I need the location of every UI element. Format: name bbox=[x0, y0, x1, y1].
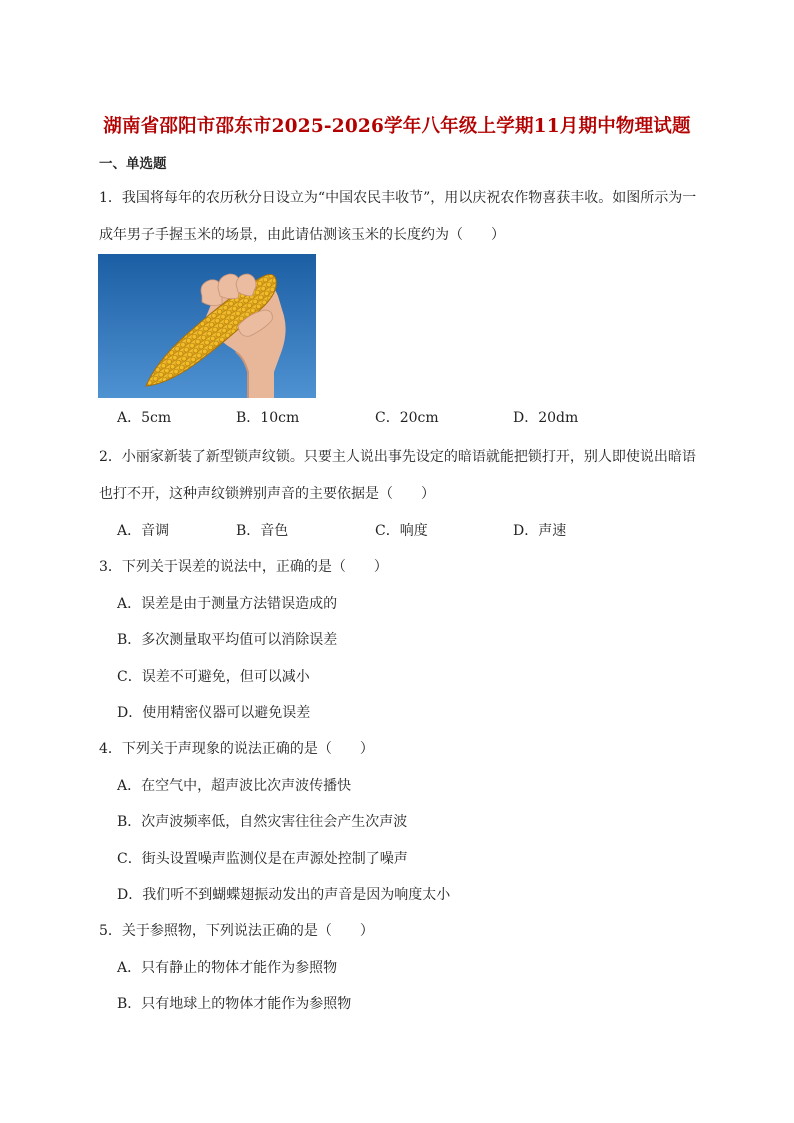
question-4-option-b: B．次声波频率低，自然灾害往往会产生次声波 bbox=[117, 814, 408, 830]
question-4-option-a: A．在空气中，超声波比次声波传播快 bbox=[117, 778, 352, 794]
question-5-option-b: B．只有地球上的物体才能作为参照物 bbox=[117, 996, 352, 1012]
question-3-option-d: D．使用精密仪器可以避免误差 bbox=[117, 705, 311, 721]
question-2-option-c: C．响度 bbox=[375, 523, 428, 539]
question-5-line-1: 5．关于参照物，下列说法正确的是（ ） bbox=[99, 923, 374, 939]
question-2-option-d: D．声速 bbox=[513, 523, 567, 539]
question-1-line-2: 成年男子手握玉米的场景，由此请估测该玉米的长度约为（ ） bbox=[99, 227, 505, 243]
page-title: 湖南省邵阳市邵东市2025-2026学年八年级上学期11月期中物理试题 bbox=[103, 116, 691, 137]
question-4-option-c: C．街头设置噪声监测仪是在声源处控制了噪声 bbox=[117, 851, 408, 867]
question-2-option-b: B．音色 bbox=[236, 523, 289, 539]
question-3-option-b: B．多次测量取平均值可以消除误差 bbox=[117, 632, 338, 648]
question-3-option-c: C．误差不可避免，但可以减小 bbox=[117, 669, 310, 685]
question-1-option-b: B．10cm bbox=[236, 410, 300, 426]
question-1-line-1: 1．我国将每年的农历秋分日设立为“中国农民丰收节”，用以庆祝农作物喜获丰收。如图所示为一 bbox=[99, 190, 697, 206]
question-5-option-a: A．只有静止的物体才能作为参照物 bbox=[117, 960, 338, 976]
question-4-line-1: 4．下列关于声现象的说法正确的是（ ） bbox=[99, 741, 374, 757]
section-heading: 一、单选题 bbox=[99, 156, 167, 172]
question-4-option-d: D．我们听不到蝴蝶翅振动发出的声音是因为响度太小 bbox=[117, 887, 451, 903]
question-2-option-a: A．音调 bbox=[117, 523, 170, 539]
question-1-option-c: C．20cm bbox=[375, 410, 439, 426]
question-3-line-1: 3．下列关于误差的说法中，正确的是（ ） bbox=[99, 559, 388, 575]
corn-in-hand-illustration bbox=[98, 254, 316, 398]
question-2-line-1: 2．小丽家新装了新型锁声纹锁。只要主人说出事先设定的暗语就能把锁打开，别人即使说出暗语 bbox=[99, 449, 696, 465]
question-2-line-2: 也打不开，这种声纹锁辨别声音的主要依据是（ ） bbox=[99, 486, 435, 502]
corn-photo bbox=[98, 254, 316, 398]
question-3-option-a: A．误差是由于测量方法错误造成的 bbox=[117, 596, 338, 612]
question-1-option-a: A．5cm bbox=[117, 410, 172, 426]
question-1-option-d: D．20dm bbox=[513, 410, 579, 426]
